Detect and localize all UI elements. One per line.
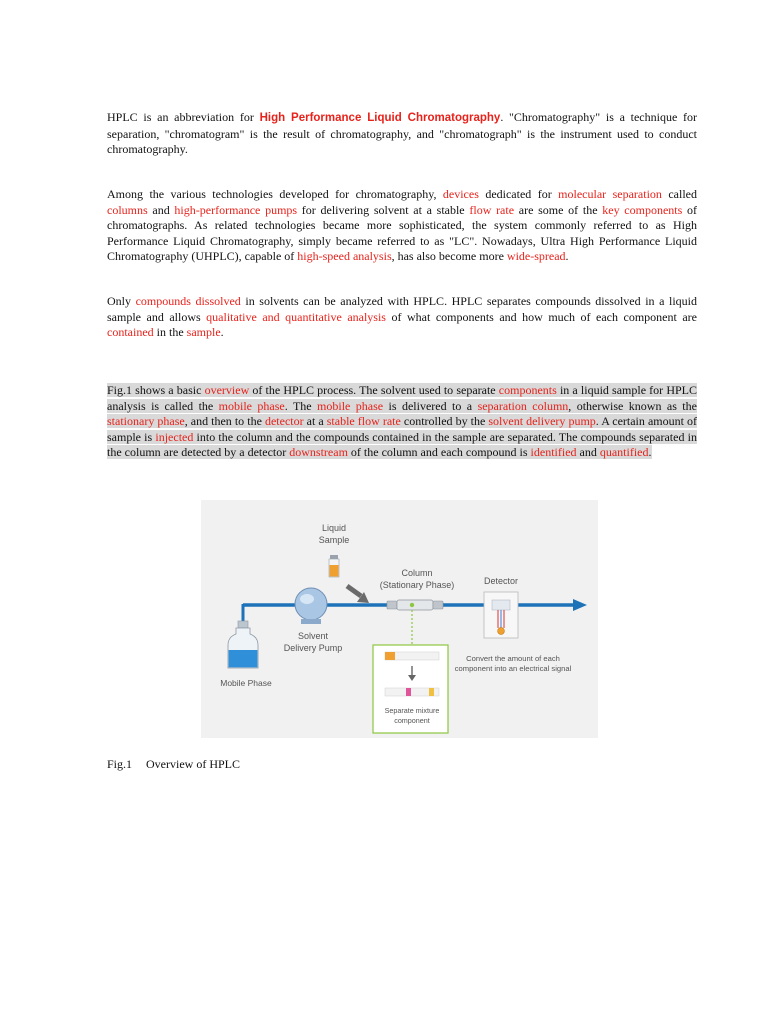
text-run: into the column and the compounds contained in the sample are separated. The compounds separated in the column are detected by a detector <box>107 429 697 460</box>
highlight-term: stable flow rate <box>326 414 401 429</box>
highlight-term: stationary phase <box>107 414 185 429</box>
figure-caption <box>107 757 240 772</box>
convert-label-line2: component into an electrical signal <box>454 664 572 673</box>
text-run: in solvents can be analyzed with HPLC. HPLC separates compounds dissolved in a liquid sample and allows <box>107 294 697 324</box>
highlight-term: qualitative and quantitative analysis <box>206 309 386 324</box>
text-run: . <box>220 325 224 340</box>
highlight-term: key components <box>602 202 683 217</box>
separation-column-icon <box>387 600 443 610</box>
text-run: are some of the <box>514 202 603 217</box>
liquid-sample-vial-icon <box>329 555 339 577</box>
column-label-line1: Column <box>401 568 433 578</box>
highlight-term: wide-spread <box>506 249 566 264</box>
highlight-term: mobile phase <box>317 398 384 413</box>
highlight-term: mobile phase <box>218 398 285 413</box>
caption-label: Fig.1 <box>107 757 133 771</box>
text-run: Only <box>107 294 136 308</box>
hplc-overview-figure <box>201 500 598 738</box>
text-run: controlled by the <box>400 414 489 429</box>
highlight-term: downstream <box>289 445 348 460</box>
text-run: . <box>565 249 569 264</box>
text-run: of chromatographs. As related technologies became more sophisticated, the system commonly referred to as High Performance Liquid Chromatography, simply became referred to as "LC". Nowadays, Ultra High Performance Liquid Chromatography (UHPLC), capable of <box>107 202 697 264</box>
detector-label: Detector <box>483 576 519 586</box>
text-run: for delivering solvent at a stable <box>297 202 470 217</box>
highlight-term: High Performance Liquid Chromatography <box>259 112 501 124</box>
separate-mixture-label-line1: Separate mixture <box>384 706 440 715</box>
text-run: in a liquid sample for HPLC analysis is called the <box>107 383 698 413</box>
pump-label-line2: Delivery Pump <box>283 643 343 653</box>
text-run: of the column and each compound is <box>347 445 531 460</box>
text-run: Among the various technologies developed for chromatography, <box>107 187 443 201</box>
text-run: of what components and how much of each component are <box>385 309 697 324</box>
highlight-term: injected <box>155 429 194 444</box>
highlight-term: identified <box>530 445 577 460</box>
text-run: called <box>661 187 697 201</box>
text-run: HPLC is an abbreviation for <box>107 110 260 124</box>
paragraph-analysis <box>107 294 697 341</box>
highlight-term: columns <box>107 202 148 217</box>
text-run: dedicated for <box>478 187 559 201</box>
detector-icon <box>484 592 518 638</box>
highlight-term: solvent delivery pump <box>488 414 596 429</box>
text-run: , has also become more <box>391 249 507 264</box>
text-run: in the <box>153 325 187 340</box>
liquid-sample-label-line1: Liquid <box>321 523 347 533</box>
liquid-sample-label-line2: Sample <box>318 535 350 545</box>
column-label-line2: (Stationary Phase) <box>379 580 455 590</box>
paragraph-hplc-definition <box>107 110 697 158</box>
highlight-term: contained <box>107 325 154 340</box>
text-run: and <box>147 202 175 217</box>
text-run: is delivered to a <box>383 398 478 413</box>
text-run: . The <box>284 398 318 413</box>
highlight-term: sample <box>186 325 221 340</box>
highlight-term: molecular separation <box>558 187 662 201</box>
highlight-term: flow rate <box>469 202 515 217</box>
convert-label-line1: Convert the amount of each <box>466 654 560 663</box>
highlight-term: compounds dissolved <box>135 294 241 308</box>
text-run: . "Chromatography" is a technique for separation, "chromatogram" is the result of chromatography, and "chromatograph" is the instrument used to conduct chromatography. <box>107 110 697 157</box>
paragraph-fig-overview <box>107 383 697 461</box>
text-run: at a <box>303 414 327 429</box>
text-run: . A certain amount of sample is <box>107 414 697 444</box>
paragraph-technologies <box>107 187 697 265</box>
text-run: and <box>576 445 600 460</box>
text-run: Fig.1 shows a basic <box>107 383 205 397</box>
separate-mixture-label-line2: component <box>394 716 430 725</box>
highlight-term: high-speed analysis <box>297 249 392 264</box>
text-run: . <box>648 445 652 460</box>
highlight-term: quantified <box>599 445 649 460</box>
caption-text: Overview of HPLC <box>146 757 240 771</box>
pump-label-line1: Solvent <box>297 631 329 641</box>
separation-callout-box <box>373 645 448 733</box>
text-run: , and then to the <box>184 414 265 429</box>
mobile-phase-label: Mobile Phase <box>220 678 272 688</box>
highlight-term: components <box>498 383 557 397</box>
highlight-term: devices <box>442 187 479 201</box>
text-run: , otherwise known as the <box>568 398 697 413</box>
text-run: of the HPLC process. The solvent used to separate <box>249 383 499 397</box>
highlight-term: separation column <box>477 398 569 413</box>
highlight-term: detector <box>264 414 304 429</box>
highlight-term: high-performance pumps <box>174 202 298 217</box>
highlight-term: overview <box>204 383 250 397</box>
